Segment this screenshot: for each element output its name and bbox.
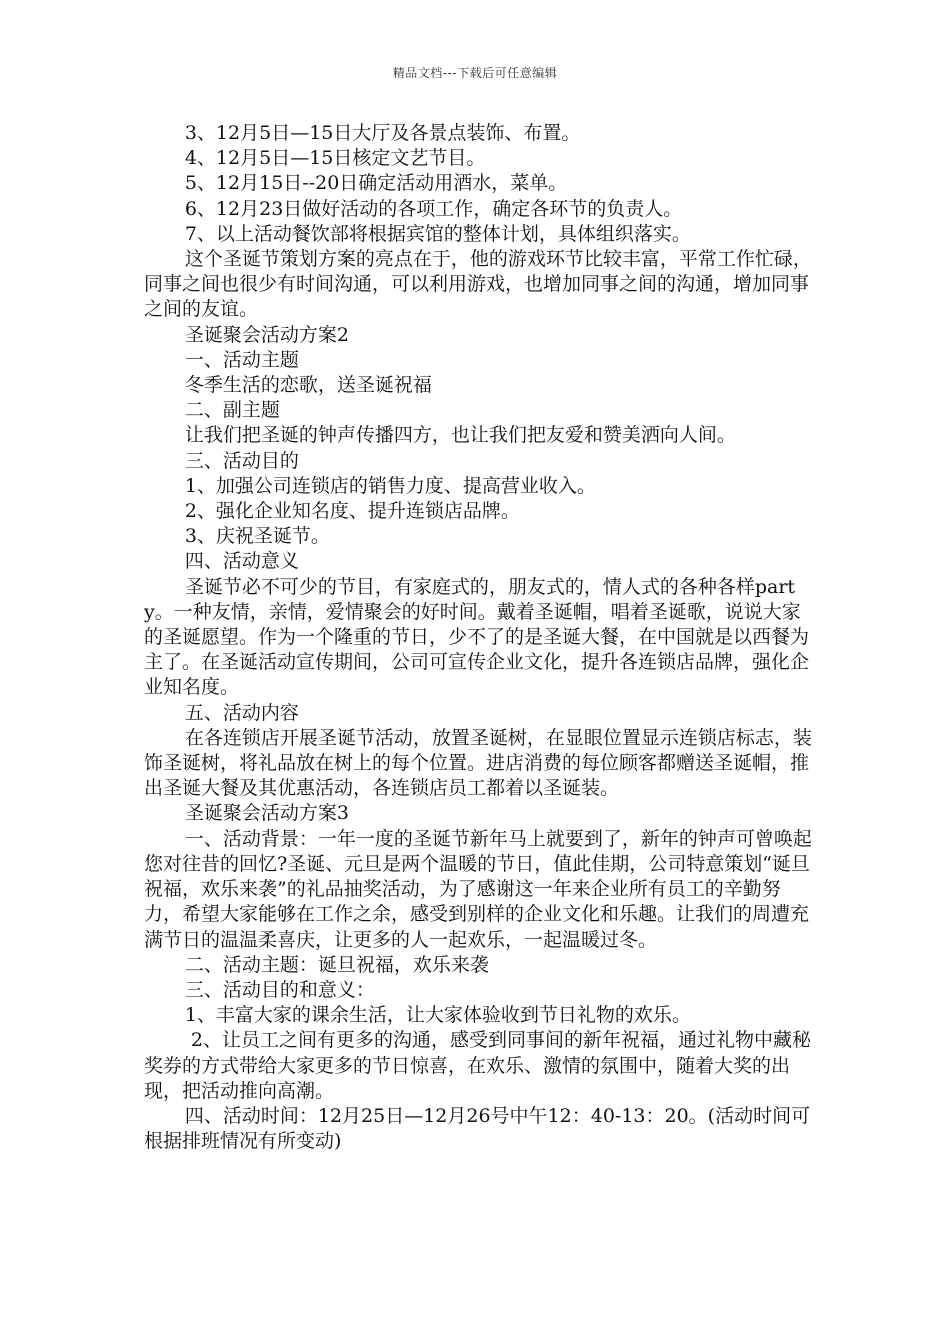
paragraph: 在各连锁店开展圣诞节活动，放置圣诞树，在显眼位置显示连锁店标志，装饰圣诞树，将礼品放在树上的每个位置。进店消费的每位顾客都赠送圣诞帽，推出圣诞大餐及其优惠活动，各连锁店员工都着以圣诞装。 [144,726,812,800]
section-title: 圣诞聚会活动方案2 [184,323,349,346]
heading: 一、活动主题 [184,348,299,371]
paragraph: 四、活动时间：12月25日—12月26号中午12：40-13：20。(活动时间可根据排班情况有所变动) [144,1104,811,1153]
paragraph: 二、活动主题：诞旦祝福，欢乐来袭 [184,953,489,976]
heading: 二、副主题 [184,399,280,422]
paragraph: 3、12月5日—15日大厅及各景点装饰、布置。 [184,122,581,144]
paragraph: 2、让员工之间有更多的沟通，感受到同事间的新年祝福，通过礼物中藏秘奖券的方式带给大家更多的节日惊喜，在欢乐、激情的氛围中，随着大奖的出现，把活动推向高潮。 [144,1029,811,1102]
paragraph: 这个圣诞节策划方案的亮点在于，他的游戏环节比较丰富，平常工作忙碌，同事之间也很少有时间沟通，可以利用游戏，也增加同事之间的沟通，增加同事之间的友谊。 [144,248,812,321]
paragraph: 3、庆祝圣诞节。 [184,525,330,548]
paragraph: 圣诞节必不可少的节目，有家庭式的，朋友式的，情人式的各种各样party。一种友情，亲情，爱情聚会的好时间。戴着圣诞帽，唱着圣诞歌，说说大家的圣诞愿望。作为一个隆重的节日，少不了的是圣诞大餐，在中国就是以西餐为主了。在圣诞活动宣传期间，公司可宣传企业文化，提升各连锁店品牌，强化企业知名度。 [144,575,810,699]
paragraph: 三、活动目的和意义： [184,978,375,1001]
paragraph: 6、12月23日做好活动的各项工作，确定各环节的负责人。 [184,197,683,220]
page-header: 精品文档---下载后可任意编辑 [392,66,558,80]
paragraph: 4、12月5日—15日核定文艺节目。 [184,147,486,170]
paragraph: 让我们把圣诞的钟声传播四方，也让我们把友爱和赞美洒向人间。 [184,424,736,447]
paragraph: 2、强化企业知名度、提升连锁店品牌。 [184,500,520,523]
paragraph: 一、活动背景：一年一度的圣诞节新年马上就要到了，新年的钟声可曾唤起您对往昔的回忆?圣诞、元旦是两个温暖的节日，值此佳期，公司特意策划“诞旦祝福，欢乐来袭”的礼品抽奖活动，为了感谢这一年来企业所有员工的辛勤努力，希望大家能够在工作之余，感受到别样的企业文化和乐趣。让我们的周遭充满节日的温温柔喜庆，让更多的人一起欢乐，一起温暖过冬。 [144,827,812,951]
paragraph: 冬季生活的恋歌，送圣诞祝福 [184,374,432,397]
paragraph: 5、12月15日--20日确定活动用酒水，菜单。 [184,172,568,195]
paragraph: 1、丰富大家的课余生活，让大家体验收到节日礼物的欢乐。 [184,1004,691,1027]
section-title: 圣诞聚会活动方案3 [184,802,349,825]
heading: 四、活动意义 [184,550,299,573]
heading: 三、活动目的 [184,449,299,472]
paragraph: 1、加强公司连锁店的销售力度、提高营业收入。 [184,474,596,497]
paragraph: 7、以上活动餐饮部将根据宾馆的整体计划，具体组织落实。 [184,222,691,245]
heading: 五、活动内容 [184,701,299,724]
document-body [144,121,814,1154]
